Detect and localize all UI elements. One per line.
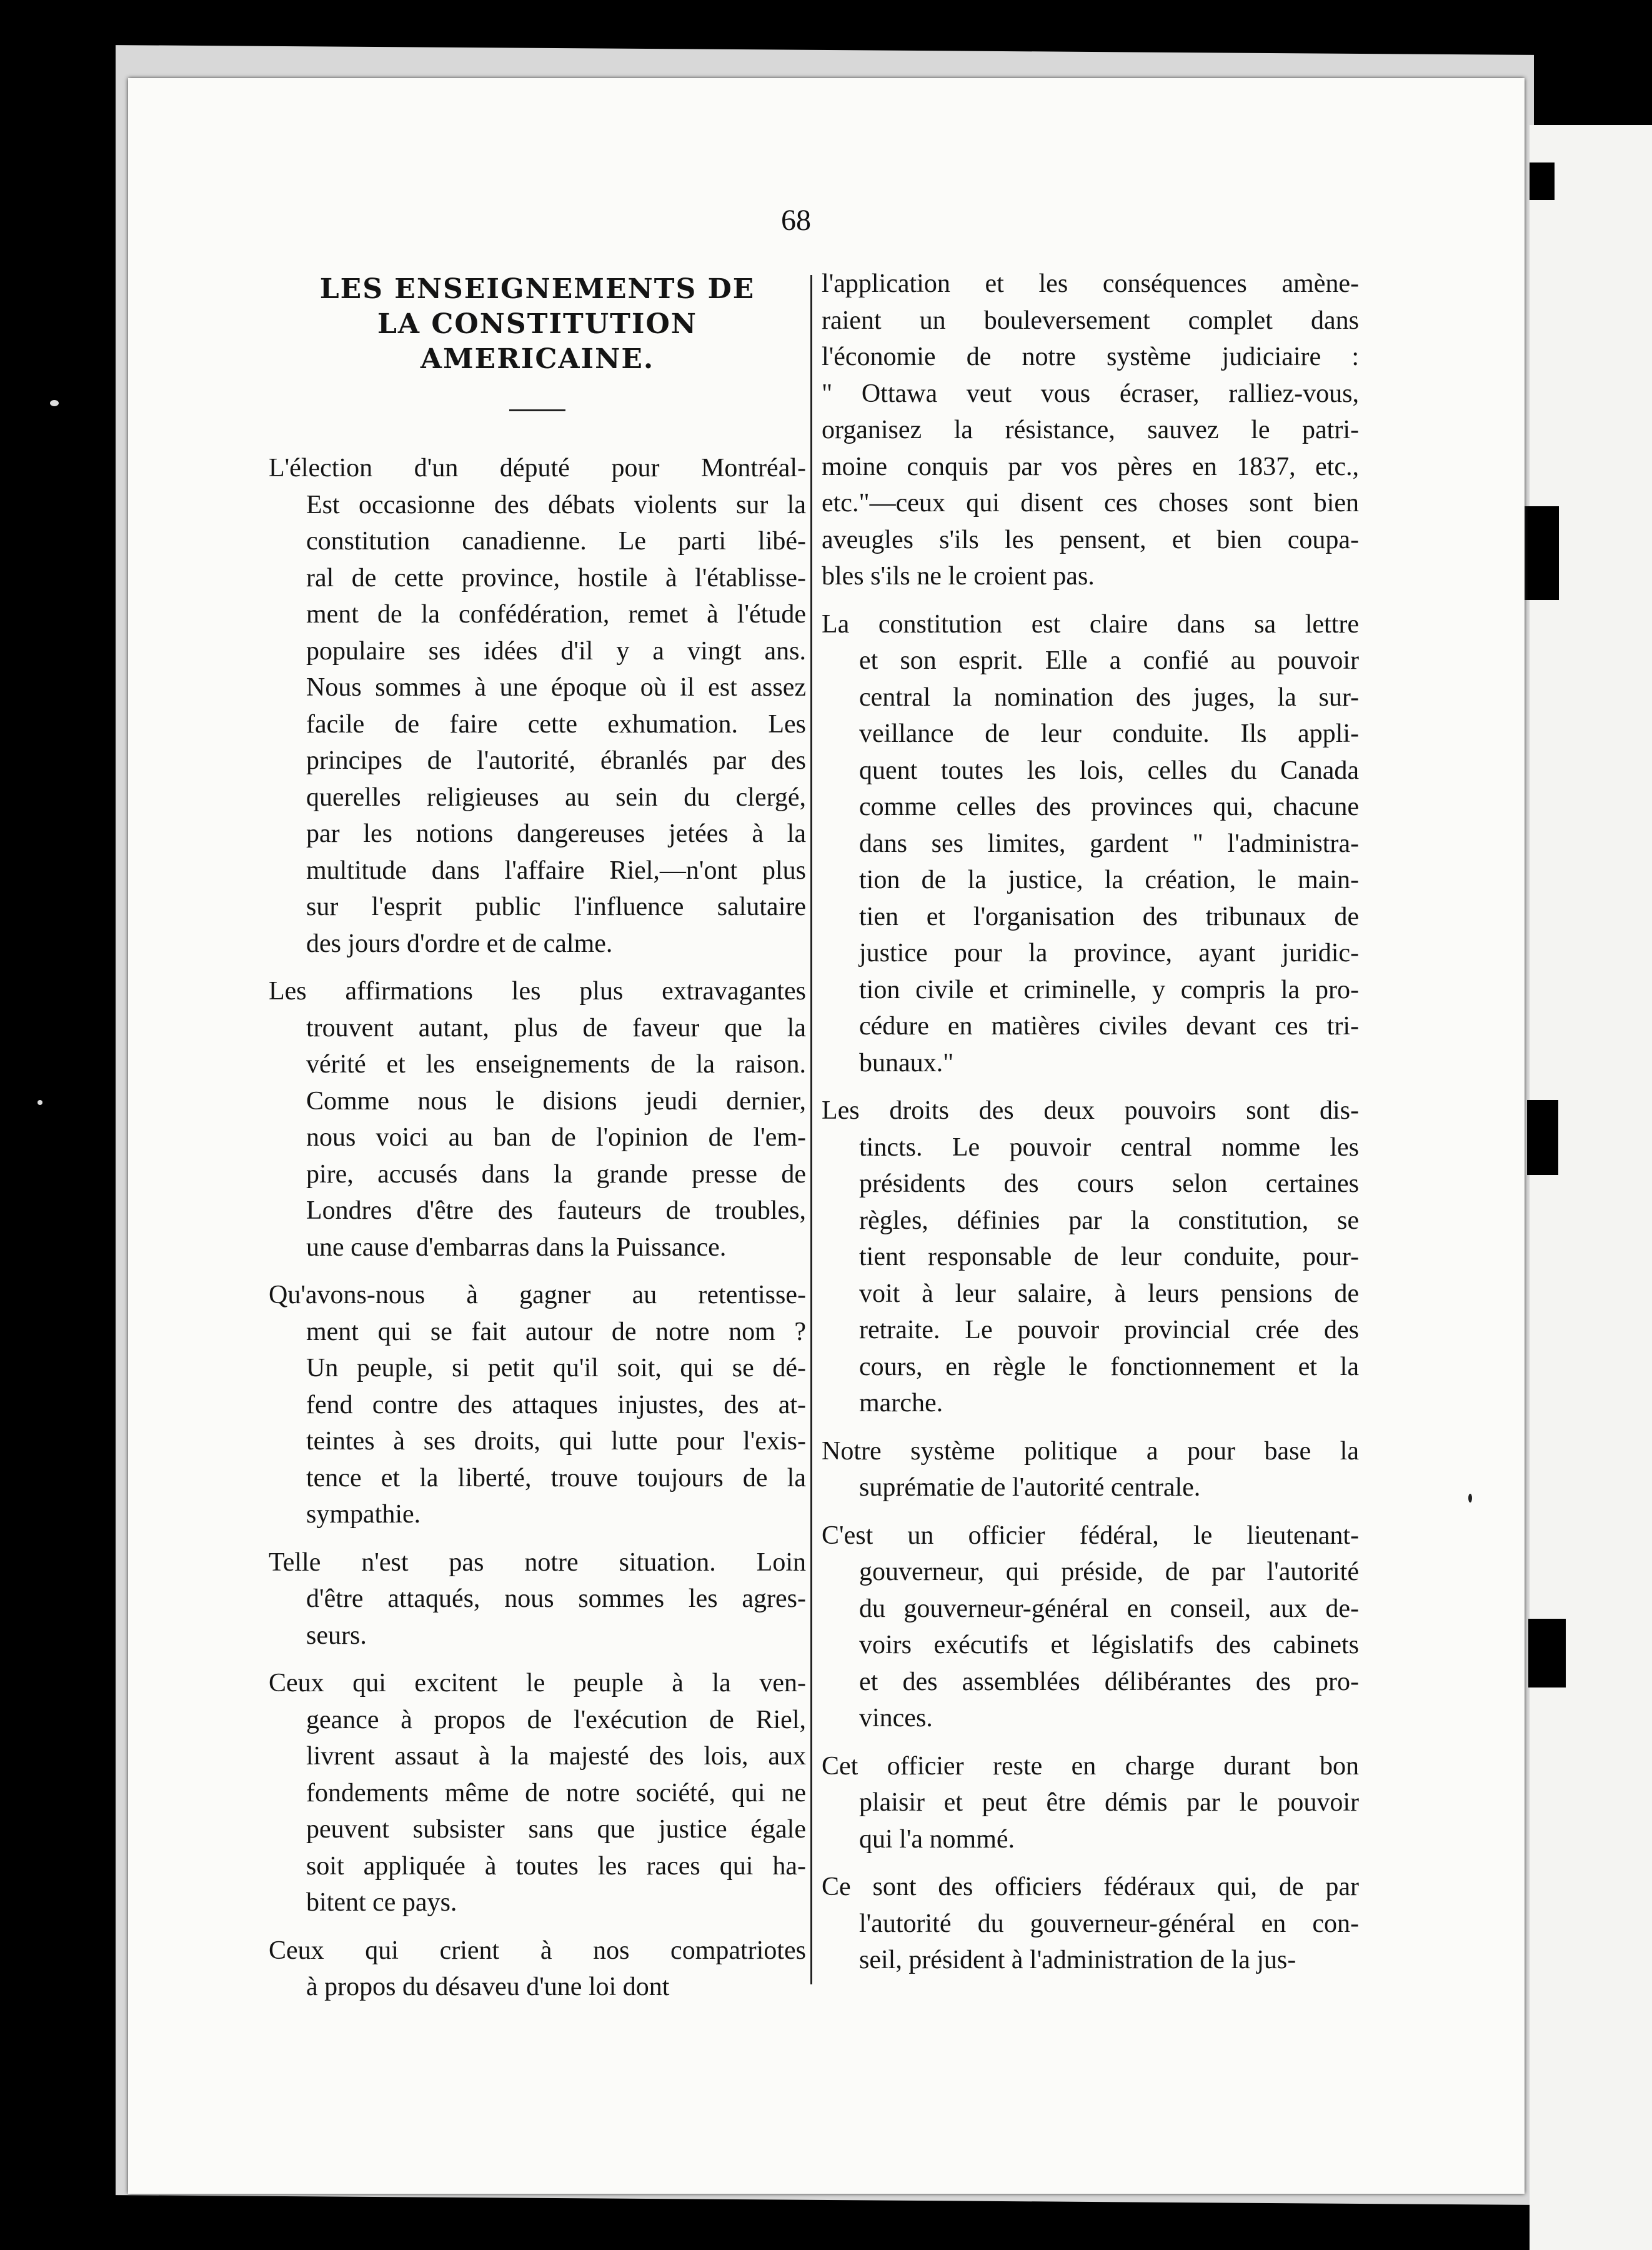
text-line: Ceux qui excitent le peuple à la ven-	[269, 1669, 806, 1698]
torn-edge	[1528, 1619, 1566, 1688]
text-line: Les droits des deux pouvoirs sont dis-	[822, 1096, 1359, 1125]
column-rule	[810, 275, 812, 1984]
text-line: du gouverneur-général en conseil, aux de-	[859, 1594, 1359, 1623]
text-line: marche.	[859, 1389, 943, 1418]
text-line: L'élection d'un député pour Montréal-	[269, 454, 806, 482]
text-line: fend contre des attaques injustes, des at-	[306, 1390, 806, 1419]
headline-separator	[509, 409, 565, 411]
text-line: livrent assaut à la majesté des lois, aux	[306, 1742, 806, 1771]
text-line: Cet officier reste en charge durant bon	[822, 1751, 1359, 1781]
torn-edge	[1530, 162, 1555, 200]
text-line: tien et l'organisation des tribunaux de	[859, 902, 1359, 931]
article-headline	[269, 272, 806, 377]
text-line: sur l'esprit public l'influence salutaire	[306, 892, 806, 921]
text-line: trouvent autant, plus de faveur que la	[306, 1013, 806, 1042]
text-line: qui l'a nommé.	[859, 1824, 1015, 1854]
text-line: ment qui se fait autour de notre nom ?	[306, 1317, 806, 1346]
text-line: geance à propos de l'exécution de Riel,	[306, 1705, 806, 1734]
text-line: présidents des cours selon certaines	[859, 1169, 1359, 1198]
left-column	[269, 266, 806, 2017]
text-line: sympathie.	[306, 1500, 421, 1529]
paragraph	[269, 450, 806, 962]
text-line: Nous sommes à une époque où il est assez	[306, 673, 806, 702]
text-line: bitent ce pays.	[306, 1888, 457, 1917]
text-line: l'économie de notre système judiciaire :	[822, 342, 1359, 371]
text-line: teintes à ses droits, qui lutte pour l'exis-	[306, 1427, 806, 1456]
text-line: " Ottawa veut vous écraser, ralliez-vous,	[822, 379, 1359, 408]
text-line: nous voici au ban de l'opinion de l'em-	[306, 1123, 806, 1152]
paragraph	[269, 1544, 806, 1654]
text-line: voirs exécutifs et législatifs des cabinets	[859, 1631, 1359, 1659]
text-line: soit appliquée à toutes les races qui ha-	[306, 1851, 806, 1881]
paragraph	[822, 1748, 1359, 1858]
text-line: populaire ses idées d'il y a vingt ans.	[306, 636, 806, 666]
text-line: querelles religieuses au sein du clergé,	[306, 782, 806, 812]
text-line: constitution canadienne. Le parti libé-	[306, 527, 806, 556]
text-line: bunaux."	[859, 1048, 954, 1078]
torn-edge	[1527, 1100, 1558, 1175]
text-line: principes de l'autorité, ébranlés par des	[306, 746, 806, 775]
text-line: des jours d'ordre et de calme.	[306, 929, 613, 958]
text-line: tincts. Le pouvoir central nomme les	[859, 1132, 1359, 1162]
text-line: organisez la résistance, sauvez le patri-	[822, 416, 1359, 444]
paragraph	[822, 606, 1359, 1082]
scan-speck	[1468, 1494, 1472, 1502]
text-line: Un peuple, si petit qu'il soit, qui se dé-	[306, 1354, 806, 1382]
left-column-body	[269, 450, 806, 2006]
text-line: plaisir et peut être démis par le pouvoir	[859, 1788, 1359, 1817]
text-line: l'autorité du gouverneur-général en con-	[859, 1909, 1359, 1938]
text-line: règles, définies par la constitution, se	[859, 1206, 1359, 1235]
text-line: Ceux qui crient à nos compatriotes	[269, 1936, 806, 1965]
right-column-body	[822, 266, 1359, 1979]
text-line: suprématie de l'autorité centrale.	[859, 1473, 1201, 1502]
paragraph	[269, 1665, 806, 1921]
headline-line: LES ENSEIGNEMENTS DE	[319, 273, 755, 305]
text-line: et des assemblées délibérantes des pro-	[859, 1667, 1359, 1696]
text-line: La constitution est claire dans sa lettre	[822, 609, 1359, 639]
text-line: par les notions dangereuses jetées à la	[306, 819, 806, 848]
text-line: gouverneur, qui préside, de par l'autorité	[859, 1558, 1359, 1586]
text-line: raient un bouleversement complet dans	[822, 306, 1359, 335]
text-line: une cause d'embarras dans la Puissance.	[306, 1232, 727, 1262]
text-line: moine conquis par vos pères en 1837, etc.,	[822, 452, 1359, 481]
paragraph	[269, 1277, 806, 1533]
text-line: fondements même de notre société, qui ne	[306, 1778, 806, 1808]
text-line: ral de cette province, hostile à l'établisse-	[306, 563, 806, 592]
text-line: Notre système politique a pour base la	[822, 1436, 1359, 1466]
text-line: cédure en matières civiles devant ces tri-	[859, 1012, 1359, 1041]
text-line: vérité et les enseignements de la raison.	[306, 1050, 806, 1079]
text-line: pire, accusés dans la grande presse de	[306, 1159, 806, 1189]
text-line: Ce sont des officiers fédéraux qui, de par	[822, 1872, 1359, 1901]
torn-edge	[1525, 506, 1559, 600]
right-column	[822, 266, 1359, 1990]
headline-line: LA CONSTITUTION	[377, 308, 698, 340]
text-line: voit à leur salaire, à leurs pensions de	[859, 1279, 1359, 1308]
text-line: seil, président à l'administration de la jus-	[859, 1946, 1296, 1974]
text-line: justice pour la province, ayant juridic-	[859, 939, 1359, 968]
text-line: ment de la confédération, remet à l'étude	[306, 600, 806, 629]
text-line: tion civile et criminelle, y compris la pro-	[859, 975, 1359, 1004]
paragraph	[269, 1932, 806, 2006]
headline-line: AMERICAINE.	[420, 343, 655, 375]
text-line: dans ses limites, gardent " l'administra-	[859, 829, 1359, 858]
adjacent-page-edge	[1530, 125, 1652, 2250]
paragraph	[822, 266, 1359, 595]
text-line: veillance de leur conduite. Ils appli-	[859, 719, 1359, 748]
text-line: tion de la justice, la création, le main-	[859, 866, 1359, 894]
text-line: central la nomination des juges, la sur-	[859, 682, 1359, 712]
text-line: l'application et les conséquences amène-	[822, 269, 1359, 298]
text-line: C'est un officier fédéral, le lieutenant-	[822, 1521, 1359, 1550]
text-line: Les affirmations les plus extravagantes	[269, 977, 806, 1006]
text-line: tence et la liberté, trouve toujours de la	[306, 1463, 806, 1492]
text-line: retraite. Le pouvoir provincial crée des	[859, 1316, 1359, 1344]
text-line: et son esprit. Elle a confié au pouvoir	[859, 646, 1359, 675]
text-line: vinces.	[859, 1704, 933, 1732]
text-line: Londres d'être des fauteurs de troubles,	[306, 1196, 806, 1225]
scan-speck	[37, 1100, 42, 1105]
text-line: quent toutes les lois, celles du Canada	[859, 756, 1359, 785]
text-line: Comme nous le disions jeudi dernier,	[306, 1086, 806, 1116]
scan-speck	[50, 400, 59, 406]
text-line: bles s'ils ne le croient pas.	[822, 562, 1095, 591]
paragraph	[822, 1092, 1359, 1422]
text-line: à propos du désaveu d'une loi dont	[306, 1972, 670, 2001]
paragraph	[822, 1433, 1359, 1506]
text-line: comme celles des provinces qui, chacune	[859, 792, 1359, 821]
text-line: Telle n'est pas notre situation. Loin	[269, 1548, 806, 1577]
text-line: Qu'avons-nous à gagner au retentisse-	[269, 1281, 806, 1309]
text-line: d'être attaqués, nous sommes les agres-	[306, 1584, 806, 1613]
paragraph	[822, 1518, 1359, 1737]
text-line: seurs.	[306, 1621, 367, 1650]
text-line: cours, en règle le fonctionnement et la	[859, 1352, 1359, 1381]
text-line: aveugles s'ils les pensent, et bien coupa-	[822, 525, 1359, 554]
paragraph	[269, 973, 806, 1266]
text-line: facile de faire cette exhumation. Les	[306, 709, 806, 739]
paragraph	[822, 1869, 1359, 1979]
text-line: multitude dans l'affaire Riel,—n'ont plus	[306, 856, 806, 885]
text-line: peuvent subsister sans que justice égale	[306, 1815, 806, 1844]
text-line: etc."—ceux qui disent ces choses sont bien	[822, 489, 1359, 518]
page-number: 68	[781, 204, 811, 237]
text-line: tient responsable de leur conduite, pour-	[859, 1242, 1359, 1271]
text-line: Est occasionne des débats violents sur la	[306, 490, 806, 519]
